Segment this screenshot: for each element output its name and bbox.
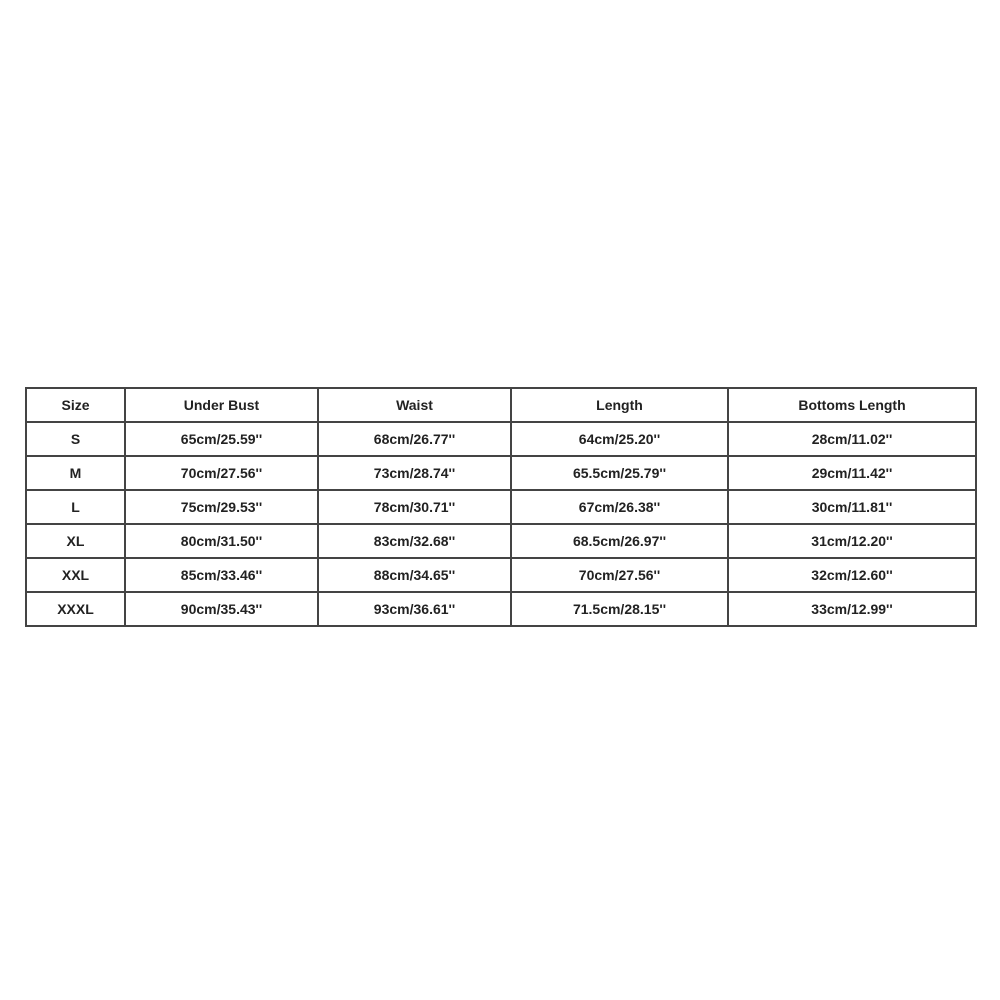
table-row	[26, 558, 976, 592]
table-row	[26, 490, 976, 524]
cell-size: XL	[26, 524, 125, 558]
cell-length: 70cm/27.56''	[511, 558, 728, 592]
cell-bottoms-length: 31cm/12.20''	[728, 524, 976, 558]
table-row	[26, 592, 976, 626]
cell-under-bust: 65cm/25.59''	[125, 422, 318, 456]
cell-length: 64cm/25.20''	[511, 422, 728, 456]
cell-bottoms-length: 29cm/11.42''	[728, 456, 976, 490]
cell-bottoms-length: 28cm/11.02''	[728, 422, 976, 456]
cell-size: L	[26, 490, 125, 524]
cell-length: 65.5cm/25.79''	[511, 456, 728, 490]
cell-size: M	[26, 456, 125, 490]
header-under-bust: Under Bust	[125, 388, 318, 422]
header-size: Size	[26, 388, 125, 422]
cell-length: 67cm/26.38''	[511, 490, 728, 524]
header-waist: Waist	[318, 388, 511, 422]
cell-waist: 88cm/34.65''	[318, 558, 511, 592]
cell-size: XXXL	[26, 592, 125, 626]
cell-size: S	[26, 422, 125, 456]
cell-bottoms-length: 30cm/11.81''	[728, 490, 976, 524]
cell-size: XXL	[26, 558, 125, 592]
header-bottoms-length: Bottoms Length	[728, 388, 976, 422]
cell-under-bust: 70cm/27.56''	[125, 456, 318, 490]
cell-length: 71.5cm/28.15''	[511, 592, 728, 626]
cell-under-bust: 75cm/29.53''	[125, 490, 318, 524]
cell-under-bust: 90cm/35.43''	[125, 592, 318, 626]
cell-waist: 78cm/30.71''	[318, 490, 511, 524]
cell-under-bust: 80cm/31.50''	[125, 524, 318, 558]
cell-length: 68.5cm/26.97''	[511, 524, 728, 558]
table-row	[26, 456, 976, 490]
table-row	[26, 422, 976, 456]
cell-waist: 73cm/28.74''	[318, 456, 511, 490]
cell-bottoms-length: 32cm/12.60''	[728, 558, 976, 592]
table-header-row	[26, 388, 976, 422]
cell-waist: 83cm/32.68''	[318, 524, 511, 558]
cell-bottoms-length: 33cm/12.99''	[728, 592, 976, 626]
size-chart-table	[25, 387, 977, 627]
cell-waist: 93cm/36.61''	[318, 592, 511, 626]
header-length: Length	[511, 388, 728, 422]
table-row	[26, 524, 976, 558]
cell-under-bust: 85cm/33.46''	[125, 558, 318, 592]
cell-waist: 68cm/26.77''	[318, 422, 511, 456]
